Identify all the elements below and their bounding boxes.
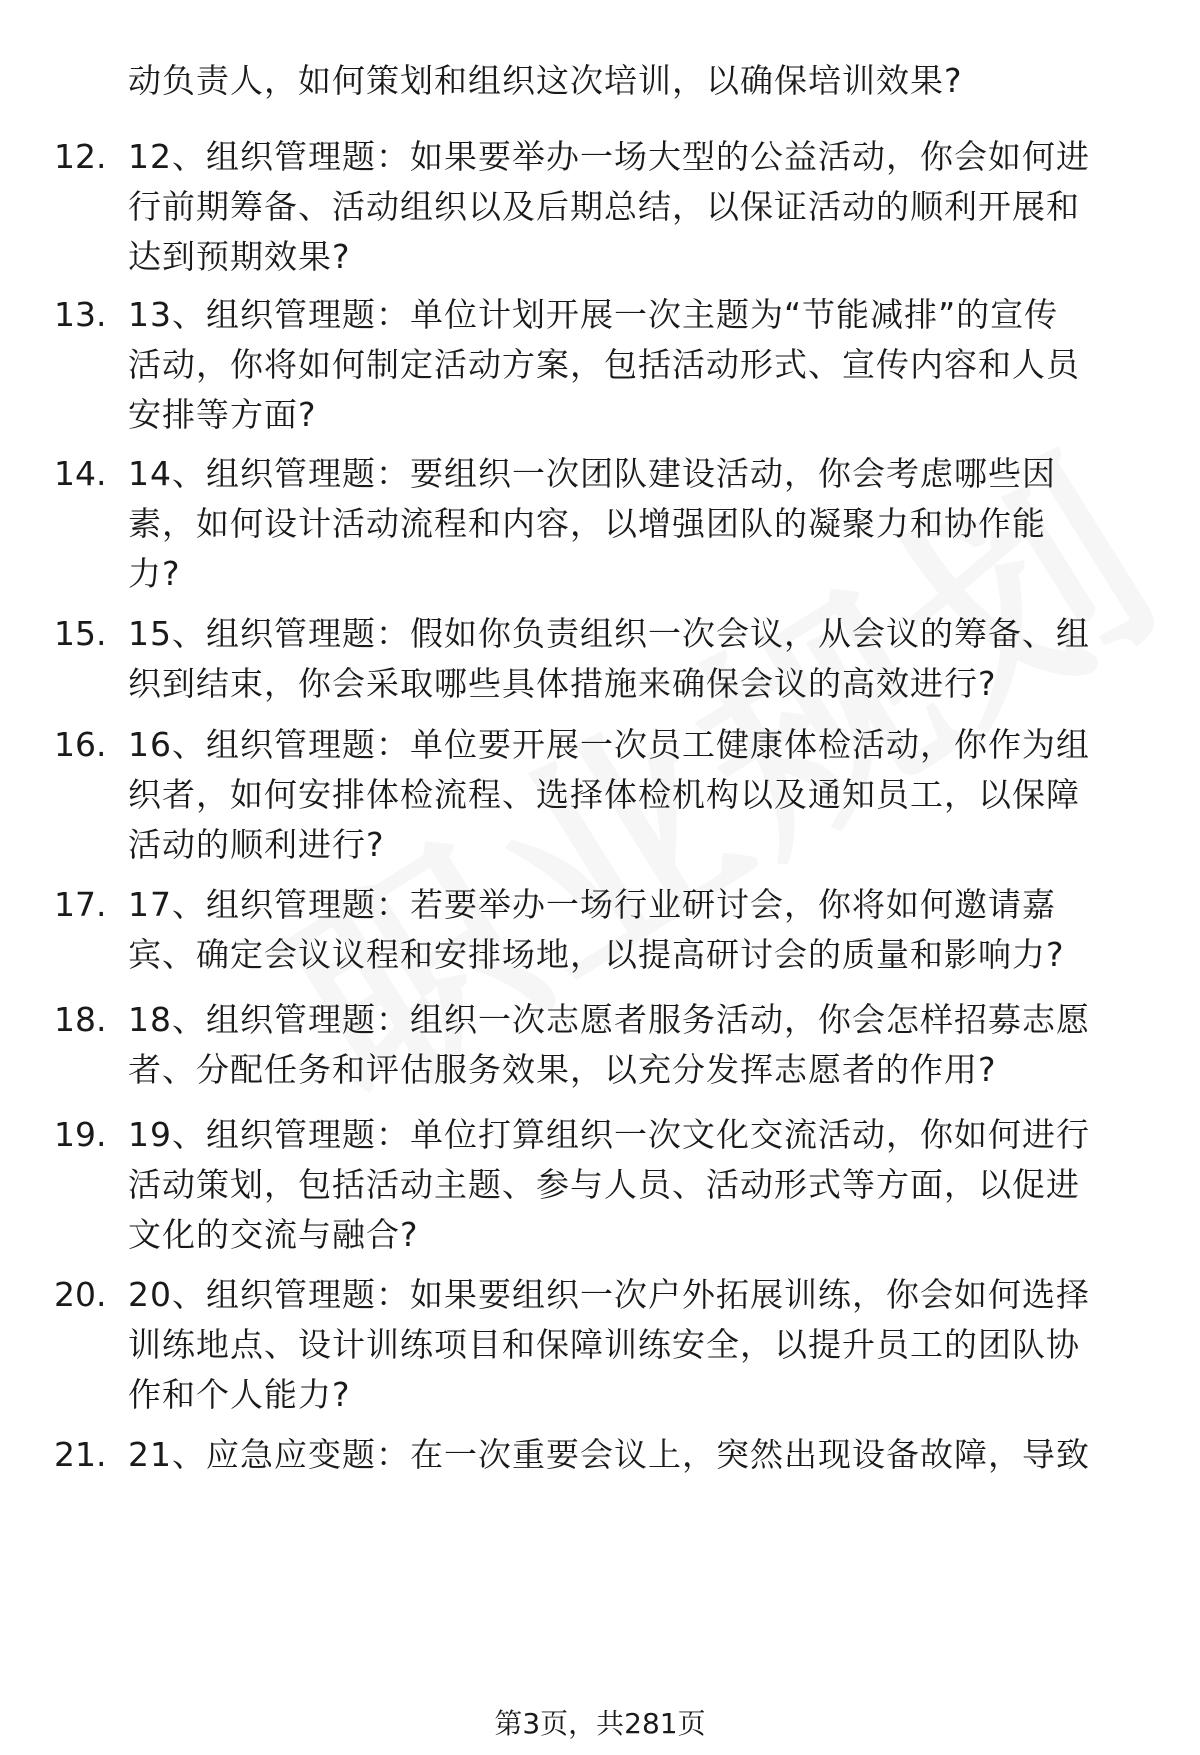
question-line: 织者，如何安排体检流程、选择体检机构以及通知员工，以保障 [128,775,1080,814]
question-line: 20、组织管理题：如果要组织一次户外拓展训练，你会如何选择 [128,1275,1090,1314]
question-number: 18. [54,1000,107,1039]
question-line: 15、组织管理题：假如你负责组织一次会议，从会议的筹备、组 [128,614,1090,653]
question-number: 17. [54,885,107,924]
question-text [128,1430,1148,1480]
question-line: 宾、确定会议议程和安排场地，以提高研讨会的质量和影响力? [128,935,1065,974]
question-text [128,1270,1148,1420]
question-line: 文化的交流与融合? [128,1215,419,1254]
question-text [128,1110,1148,1260]
question-number: 20. [54,1275,107,1314]
question-number: 21. [54,1435,107,1474]
question-number: 13. [54,295,107,334]
question-text [128,132,1148,282]
question-text [128,609,1148,709]
question-line: 活动，你将如何制定活动方案，包括活动形式、宣传内容和人员 [128,345,1080,384]
question-line: 18、组织管理题：组织一次志愿者服务活动，你会怎样招募志愿 [128,1000,1090,1039]
question-number: 19. [54,1115,107,1154]
question-line: 织到结束，你会采取哪些具体措施来确保会议的高效进行? [128,664,997,703]
question-line: 14、组织管理题：要组织一次团队建设活动，你会考虑哪些因 [128,454,1056,493]
question-number: 12. [54,137,107,176]
question-text [128,720,1148,870]
page-footer: 第3页，共281页 [494,1707,706,1740]
question-text [128,449,1148,599]
question-line: 训练地点、设计训练项目和保障训练安全，以提升员工的团队协 [128,1325,1080,1364]
question-line: 素，如何设计活动流程和内容，以增强团队的凝聚力和协作能 [128,504,1046,543]
question-text [128,290,1148,440]
question-line: 力? [128,554,181,593]
question-text [128,995,1148,1095]
question-line: 13、组织管理题：单位计划开展一次主题为“节能减排”的宣传 [128,295,1059,334]
question-line: 行前期筹备、活动组织以及后期总结，以保证活动的顺利开展和 [128,187,1080,226]
question-line: 16、组织管理题：单位要开展一次员工健康体检活动，你作为组 [128,725,1090,764]
question-line: 19、组织管理题：单位打算组织一次文化交流活动，你如何进行 [128,1115,1090,1154]
question-line: 活动的顺利进行? [128,825,385,864]
question-line: 21、应急应变题：在一次重要会议上，突然出现设备故障，导致 [128,1435,1090,1474]
question-line: 作和个人能力? [128,1375,351,1414]
question-line: 活动策划，包括活动主题、参与人员、活动形式等方面，以促进 [128,1165,1080,1204]
carry-over-text: 动负责人，如何策划和组织这次培训，以确保培训效果? [128,61,963,100]
question-line: 者、分配任务和评估服务效果，以充分发挥志愿者的作用? [128,1050,997,1089]
question-text [128,880,1148,980]
question-line: 安排等方面? [128,395,317,434]
question-line: 达到预期效果? [128,237,351,276]
question-number: 16. [54,725,107,764]
question-number: 14. [54,454,107,493]
question-line: 12、组织管理题：如果要举办一场大型的公益活动，你会如何进 [128,137,1090,176]
question-line: 17、组织管理题：若要举办一场行业研讨会，你将如何邀请嘉 [128,885,1056,924]
question-number: 15. [54,614,107,653]
